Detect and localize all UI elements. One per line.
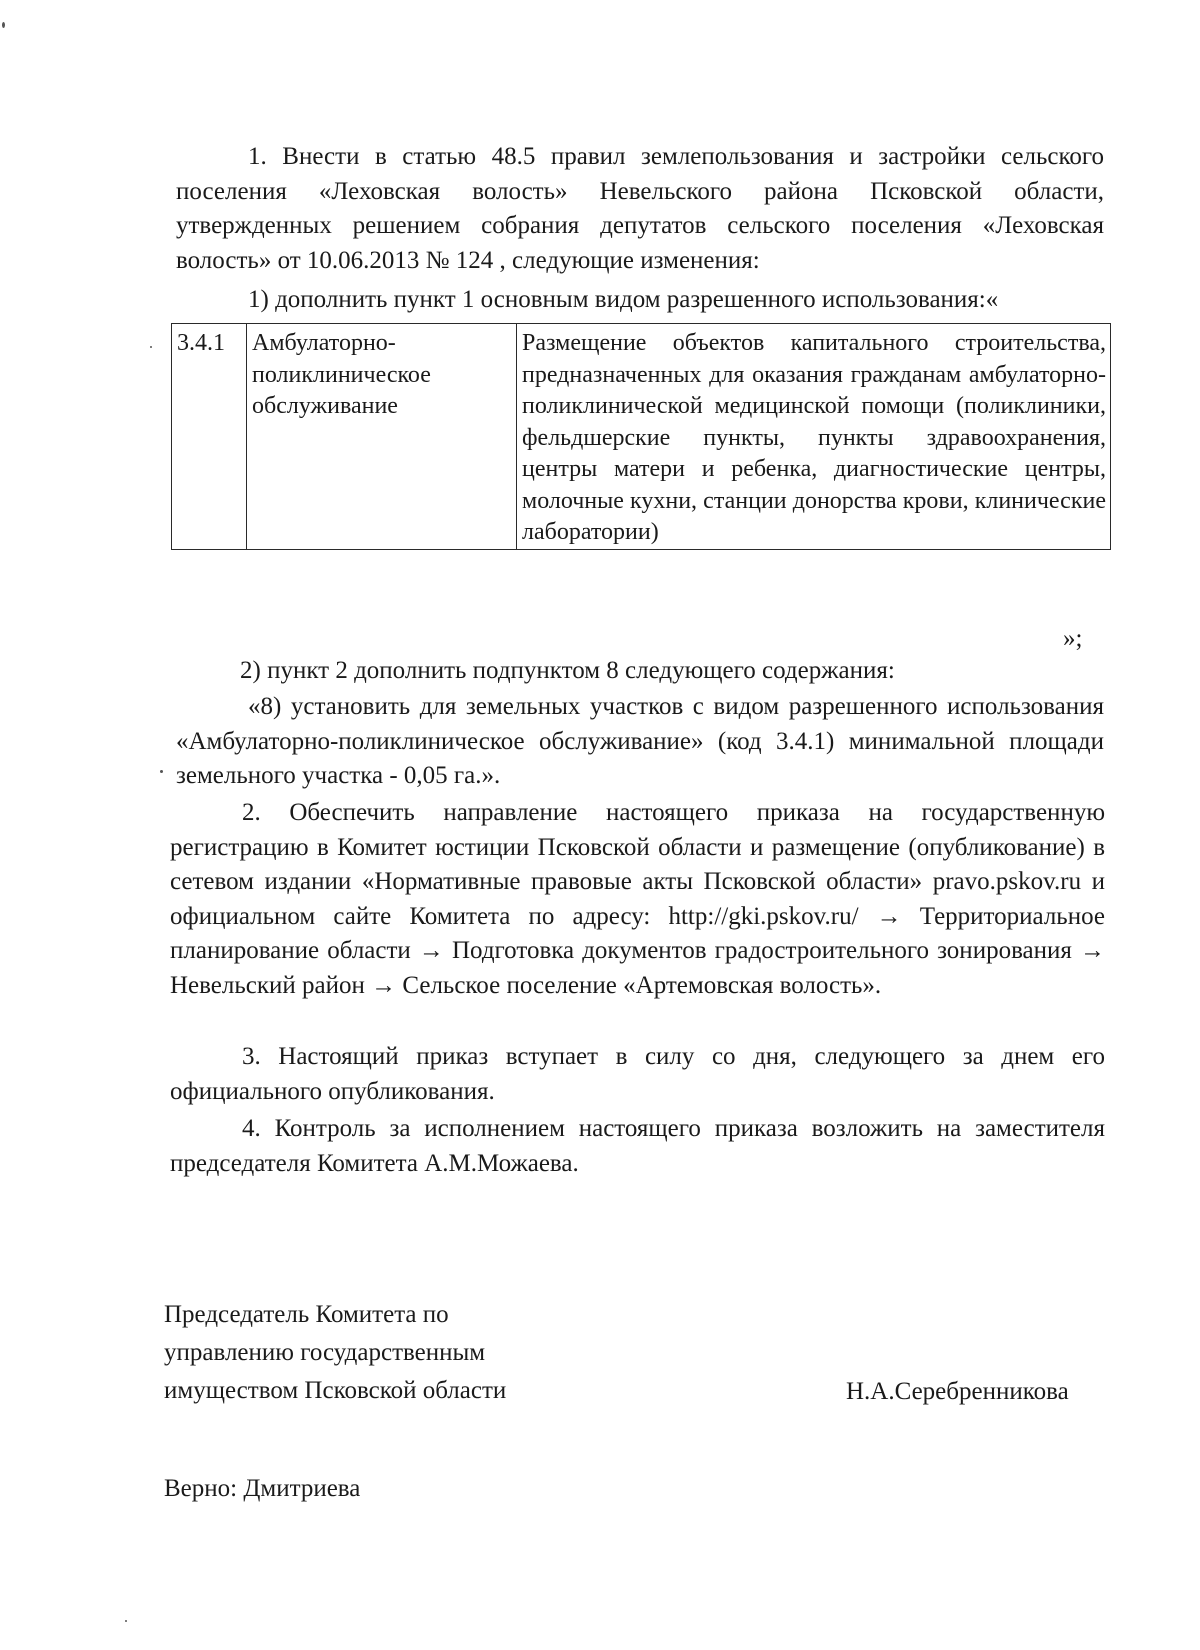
scan-speck bbox=[160, 770, 163, 773]
signatory-name: Н.А.Серебренникова bbox=[846, 1378, 1069, 1405]
paragraph-item-4: 4. Контроль за исполнением настоящего приказа возложить на заместителя председателя Комитета А.М.Можаева. bbox=[170, 1115, 1105, 1177]
table-cell-name bbox=[247, 324, 517, 550]
signature-position bbox=[164, 1296, 584, 1410]
scan-speck bbox=[150, 346, 152, 348]
paragraph-item-3: 3. Настоящий приказ вступает в силу со дня, следующего за днем его официального опубликования. bbox=[170, 1043, 1105, 1105]
paragraph-subitem-1: 1) дополнить пункт 1 основным видом разрешенного использования:« bbox=[248, 286, 999, 313]
signature-position-line-2: управлению государственным bbox=[164, 1339, 486, 1366]
table-closing-quote: »; bbox=[1063, 625, 1083, 652]
signature-position-line-3: имуществом Псковской области bbox=[164, 1377, 507, 1404]
land-use-table bbox=[171, 323, 1111, 550]
table-cell-name-text: Амбулаторно-поликлиническое обслуживание bbox=[252, 330, 431, 419]
scan-speck bbox=[125, 1620, 127, 1622]
scan-speck bbox=[2, 22, 5, 28]
paragraph-subitem-2: 2) пункт 2 дополнить подпунктом 8 следующего содержания: bbox=[240, 657, 895, 684]
signature-position-line-1: Председатель Комитета по bbox=[164, 1301, 449, 1328]
paragraph-item-1: 1. Внести в статью 48.5 правил землепользования и застройки сельского поселения «Леховская волость» Невельского района Псковской области, утвержденных решением собрания депутатов сельского поселения «Леховская волость» от 10.06.2013 № 124 , следующие изменения: bbox=[176, 143, 1104, 274]
verified-note: Верно: Дмитриева bbox=[164, 1475, 361, 1502]
table-row bbox=[172, 324, 1111, 550]
table-cell-code: 3.4.1 bbox=[172, 324, 247, 550]
paragraph-item-2: 2. Обеспечить направление настоящего приказа на государственную регистрацию в Комитет юстиции Псковской области и размещение (опубликование) в сетевом издании «Нормативные правовые акты Псковской области» pravo.pskov.ru и официальном сайте Комитета по адресу: http://gki.pskov.ru/ → Территориальное планирование области → Подготовка документов градостроительного зонирования → Невельский район → Сельское поселение «Артемовская волость». bbox=[170, 799, 1105, 999]
table-cell-description: Размещение объектов капитального строительства, предназначенных для оказания гражданам амбулаторно-поликлинической медицинской помощи (поликлиники, фельдшерские пункты, пункты здравоохранения, центры матери и ребенка, диагностические центры, молочные кухни, станции донорства крови, клинические лаборатории) bbox=[517, 324, 1111, 550]
paragraph-subitem-2-text: «8) установить для земельных участков с видом разрешенного использования «Амбулаторно-поликлиническое обслуживание» (код 3.4.1) минимальной площади земельного участка - 0,05 га.». bbox=[176, 693, 1104, 789]
